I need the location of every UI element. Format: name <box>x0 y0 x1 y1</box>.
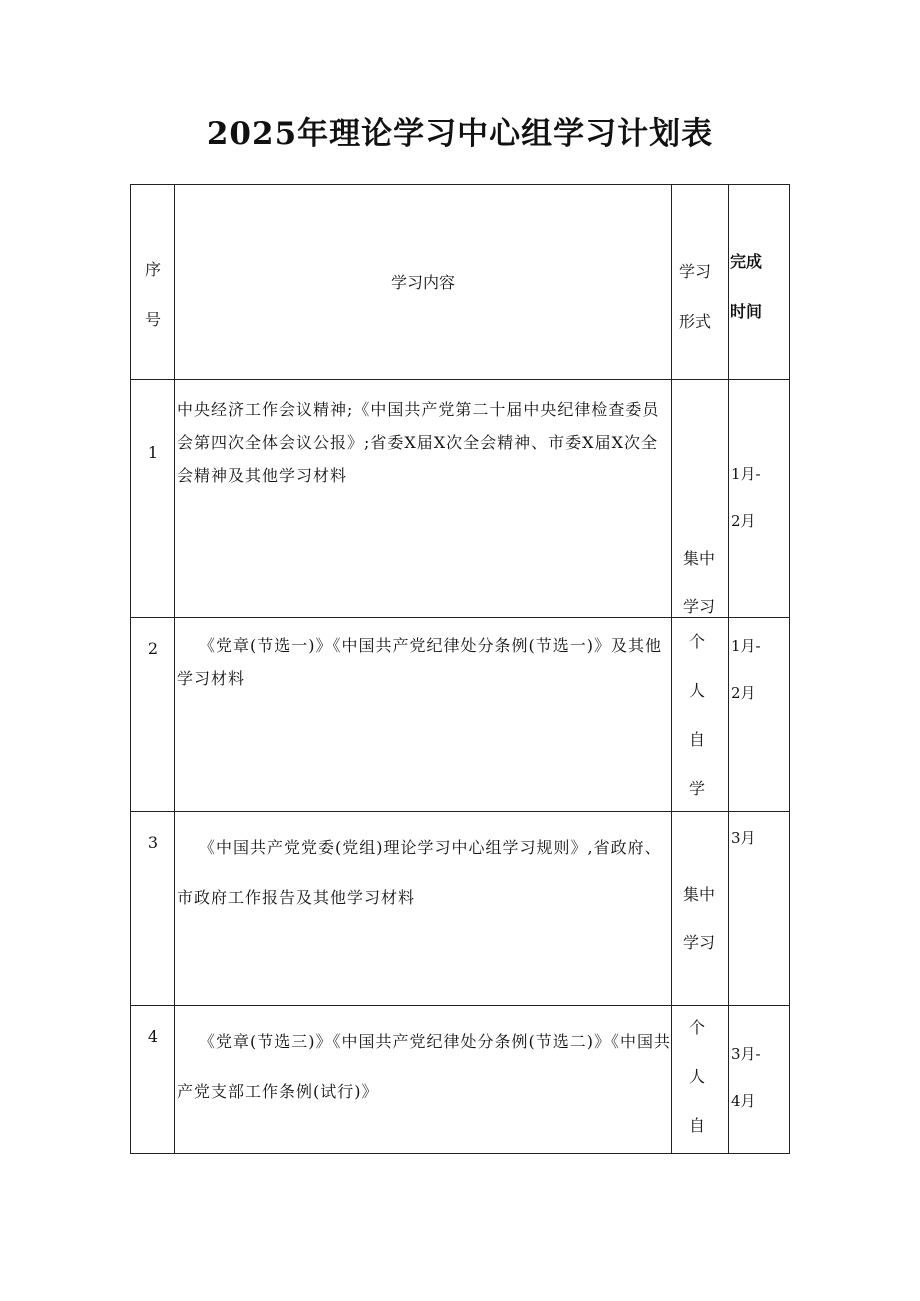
header-time: 完成时间 <box>730 252 763 321</box>
row-1-form: 集中学习 <box>682 549 715 616</box>
row-1-content: 中央经济工作会议精神;《中国共产党第二十届中央纪律检查委员会第四次全体会议公报》;省委X届X次全会精神、市委X届X次全会精神及其他学习材料 <box>177 400 660 485</box>
page-title: 2025年理论学习中心组学习计划表 <box>206 116 714 152</box>
row-1-seq: 1 <box>147 443 159 462</box>
column-divider <box>671 185 672 1153</box>
row-divider <box>131 379 789 380</box>
row-4-time: 3月- 4月 <box>731 1045 761 1110</box>
header-form: 学习形式 <box>679 262 712 331</box>
row-2-seq: 2 <box>147 639 159 658</box>
row-3-content: 《中国共产党党委(党组)理论学习中心组学习规则》,省政府、市政府工作报告及其他学习材料 <box>177 838 662 907</box>
row-2-form: 个人自学 <box>688 632 705 798</box>
row-3-seq: 3 <box>147 833 159 852</box>
column-divider <box>728 185 729 1153</box>
row-2-time: 1月- 2月 <box>731 637 761 702</box>
column-divider <box>174 185 175 1153</box>
row-1-time: 1月- 2月 <box>731 465 761 530</box>
row-4-content: 《党章(节选三)》《中国共产党纪律处分条例(节选二)》《中国共产党支部工作条例(试行)》 <box>177 1032 671 1101</box>
row-4-form: 个人自 <box>688 1018 705 1135</box>
row-3-time: 3月 <box>731 829 756 847</box>
header-seq: 序号 <box>144 260 161 329</box>
row-3-form: 集中学习 <box>682 885 715 952</box>
study-plan-table <box>130 184 790 1154</box>
header-content: 学习内容 <box>390 273 455 292</box>
row-2-content: 《党章(节选一)》《中国共产党纪律处分条例(节选一)》及其他学习材料 <box>177 636 662 688</box>
row-4-seq: 4 <box>147 1027 159 1046</box>
